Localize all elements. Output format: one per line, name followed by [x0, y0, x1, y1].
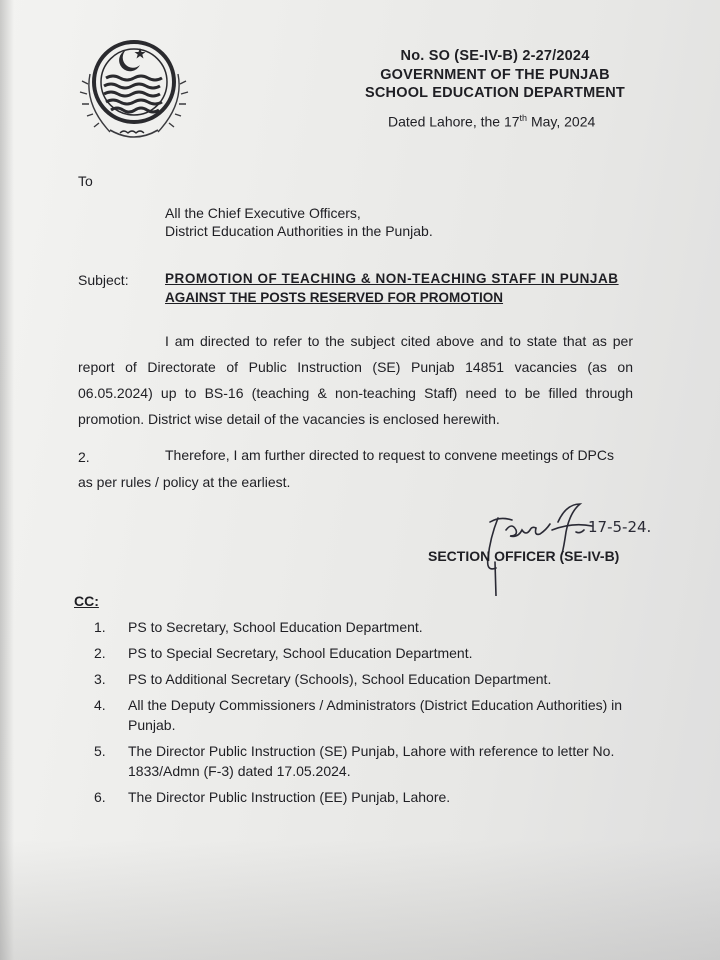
page-shadow-left	[0, 0, 14, 960]
paragraph-1-line-1: I am directed to refer to the subject cited above and to state that as per	[165, 333, 633, 349]
government-name: GOVERNMENT OF THE PUNJAB	[380, 67, 610, 83]
paragraph-1	[78, 328, 633, 432]
cc-item-3: 3. PS to Additional Secretary (Schools), School Education Department.	[94, 671, 552, 687]
subject-line-2: AGAINST THE POSTS RESERVED FOR PROMOTION	[165, 290, 504, 305]
cc-item-5: 5. The Director Public Instruction (SE) Punjab, Lahore with reference to letter No. 1833/Admn (F-3) dated 17.05.2024.	[94, 743, 615, 779]
paragraph-2-line-2: as per rules / policy at the earliest.	[78, 474, 291, 490]
paragraph-2-number: 2.	[78, 449, 90, 465]
to-label: To	[78, 173, 93, 189]
department-name: SCHOOL EDUCATION DEPARTMENT	[365, 85, 625, 101]
cc-label: CC:	[74, 593, 99, 609]
paragraph-1-line-3: 06.05.2024) up to BS-16 (teaching & non-teaching Staff) need to be filled through	[78, 385, 633, 401]
addressee-line-1: All the Chief Executive Officers,	[165, 205, 361, 221]
paragraph-1-line-2: report of Directorate of Public Instruction (SE) Punjab 14851 vacancies (as on	[78, 359, 633, 375]
letter-date: Dated Lahore, the 17th May, 2024	[388, 113, 596, 130]
paragraph-1-line-4: promotion. District wise detail of the vacancies is enclosed herewith.	[78, 411, 500, 427]
cc-item-4: 4. All the Deputy Commissioners / Administrators (District Education Authorities) in Punjab.	[94, 697, 623, 733]
page-shadow-bottom	[0, 840, 720, 960]
cc-item-2: 2. PS to Special Secretary, School Education Department.	[94, 645, 473, 661]
cc-list	[94, 617, 654, 813]
signature-date: 17-5-24.	[588, 518, 652, 536]
subject-line-1: PROMOTION OF TEACHING & NON-TEACHING STAFF IN PUNJAB	[165, 271, 619, 286]
paragraph-2-line-1: Therefore, I am further directed to request to convene meetings of DPCs	[165, 447, 614, 463]
punjab-government-logo	[66, 34, 202, 146]
letter-reference-number: No. SO (SE-IV-B) 2-27/2024	[400, 48, 590, 64]
cc-item-6: 6. The Director Public Instruction (EE) Punjab, Lahore.	[94, 789, 451, 805]
section-officer-title: SECTION OFFICER (SE-IV-B)	[428, 548, 620, 564]
subject-label: Subject:	[78, 272, 129, 288]
cc-item-1: 1. PS to Secretary, School Education Department.	[94, 619, 423, 635]
addressee-line-2: District Education Authorities in the Punjab.	[165, 223, 433, 239]
